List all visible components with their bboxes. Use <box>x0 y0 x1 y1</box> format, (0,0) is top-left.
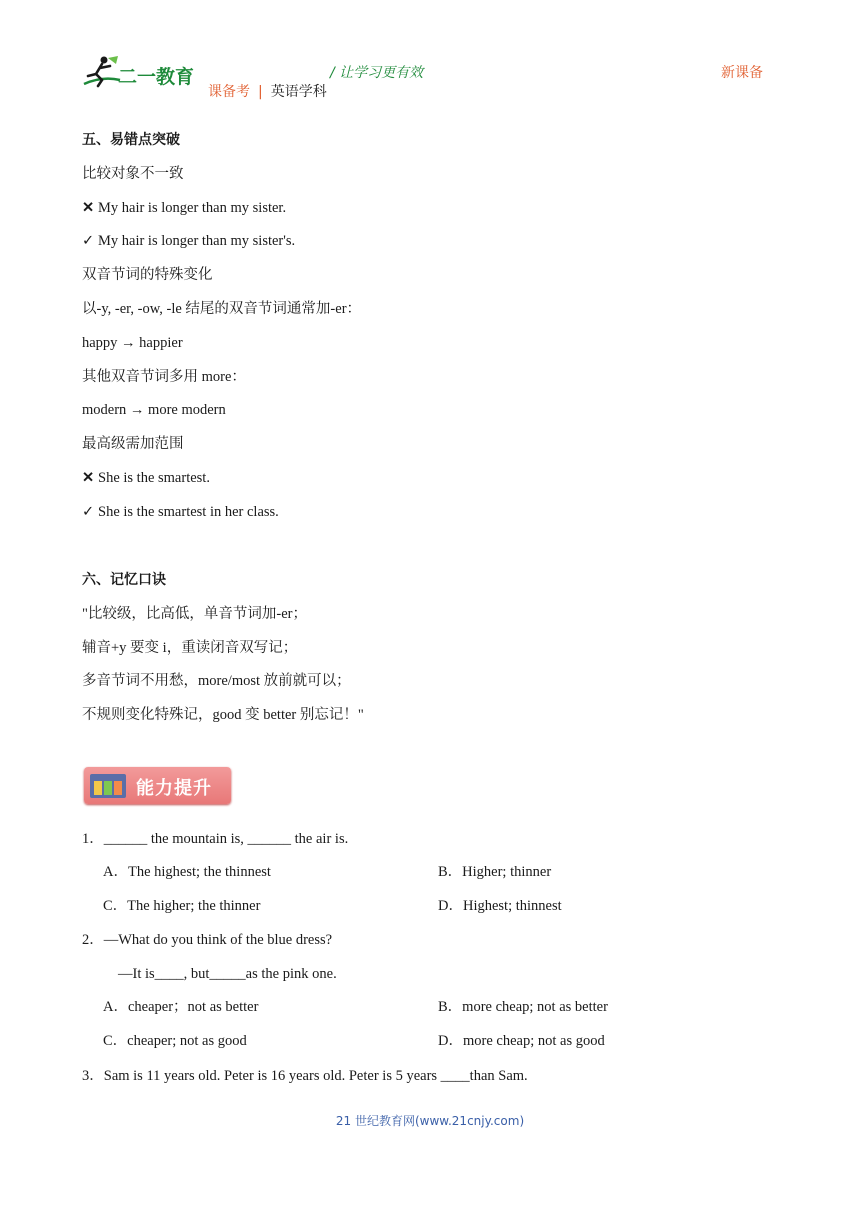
wrong-mark-icon: ✕ <box>82 470 95 486</box>
subtitle <box>208 81 327 101</box>
question-stem-2: —It is____, but_____as the pink one. <box>118 966 337 982</box>
logo-text: 二一教育 <box>118 66 195 88</box>
slogan: / 让学习更有效 <box>330 65 424 81</box>
text-line: ✕ She is the smartest. <box>82 470 210 486</box>
footer: 21 世纪教育网(www.21cnjy.com) <box>335 1114 525 1128</box>
subtitle-subject: 英语学科 <box>270 84 327 100</box>
text-line: 以-y, -er, -ow, -le 结尾的双音节词通常加-er： <box>82 301 362 317</box>
text-line: 不规则变化特殊记，good 变 better 别忘记！" <box>82 707 364 723</box>
text-line: 其他双音节词多用 more： <box>82 369 246 385</box>
text-line: 多音节词不用愁，more/most 放前就可以； <box>82 673 351 689</box>
text-line: ✓ She is the smartest in her class. <box>82 504 279 520</box>
section6-heading: 六、记忆口诀 <box>82 572 166 588</box>
people-icon <box>90 774 126 798</box>
text-line: 比较对象不一致 <box>82 166 184 182</box>
text-line: "比较级，比高低，单音节词加-er； <box>82 606 308 622</box>
check-mark-icon: ✓ <box>82 504 95 520</box>
text-line: ✓ My hair is longer than my sister's. <box>82 233 296 249</box>
text-line: happy → happier <box>82 335 183 351</box>
option-b: B．Higher; thinner <box>438 864 552 880</box>
badge-label: 能力提升 <box>136 778 212 799</box>
option-a: A．cheaper；not as better <box>103 999 259 1015</box>
question-stem: 2．—What do you think of the blue dress? <box>82 932 333 948</box>
wrong-mark-icon: ✕ <box>82 200 95 216</box>
new-course-label: 新课备 <box>721 65 763 81</box>
ability-badge <box>84 767 231 804</box>
option-c: C．The higher; the thinner <box>103 898 261 914</box>
subtitle-separator: | <box>258 84 263 100</box>
text-line: 最高级需加范围 <box>82 436 184 452</box>
runner-logo-icon <box>82 54 122 90</box>
text-line: 辅音+y 要变 i，重读闭音双写记； <box>82 640 298 656</box>
option-d: D．Highest; thinnest <box>438 898 562 914</box>
text-line: modern → more modern <box>82 402 226 418</box>
option-d: D．more cheap; not as good <box>438 1033 605 1049</box>
option-c: C．cheaper; not as good <box>103 1033 247 1049</box>
option-a: A．The highest; the thinnest <box>103 864 271 880</box>
text-line: ✕ My hair is longer than my sister. <box>82 200 287 216</box>
check-mark-icon: ✓ <box>82 233 95 249</box>
question-stem: 3．Sam is 11 years old. Peter is 16 years old. Peter is 5 years ____than Sam. <box>82 1068 528 1084</box>
subtitle-course: 课备考 <box>208 84 250 100</box>
option-b: B．more cheap; not as better <box>438 999 608 1015</box>
section5-heading: 五、易错点突破 <box>82 132 180 148</box>
text-line: 双音节词的特殊变化 <box>82 267 213 283</box>
question-stem: 1．______ the mountain is, ______ the air is. <box>82 831 349 847</box>
